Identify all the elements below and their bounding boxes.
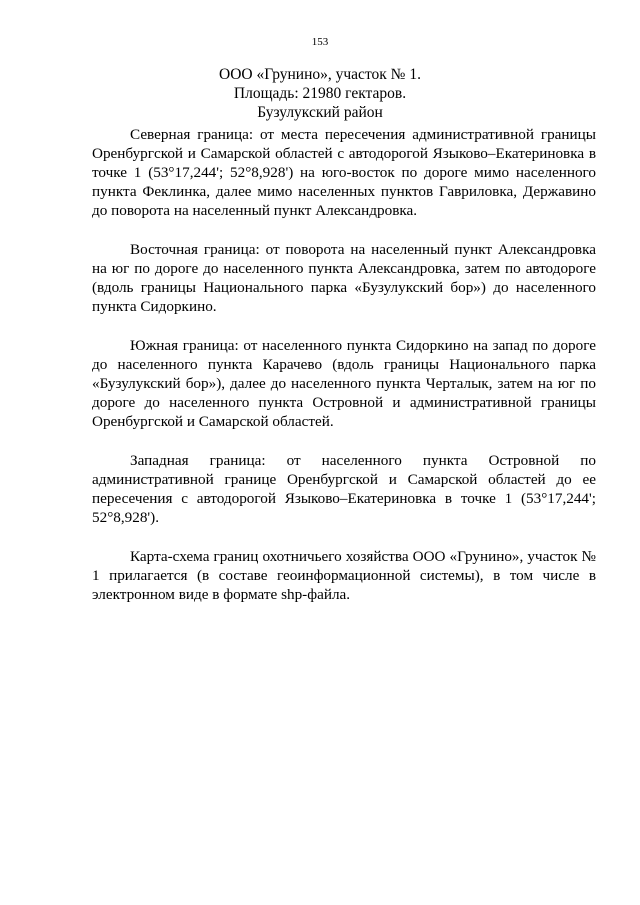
document-heading <box>0 65 640 122</box>
heading-area-line: Площадь: 21980 гектаров. <box>233 85 407 102</box>
heading-district-line: Бузулукский район <box>257 104 383 121</box>
paragraph-west-border: Западная граница: от населенного пункта Островной по административной границе Оренбургской и Самарской областей до ее пересечения с автодорогой Языково–Екатериновка в точке 1 (53°17,244'; 52°8,928'). <box>92 452 596 526</box>
heading-organization-line: ООО «Грунино», участок № 1. <box>219 66 421 83</box>
page-number: 153 <box>311 36 329 48</box>
paragraph-east-border: Восточная граница: от поворота на населенный пункт Александровка на юг по дороге до населенного пункта Александровка, затем по автодороге (вдоль границы Национального парка «Бузулукский бор») до населенного пункта Сидоркино. <box>92 241 596 315</box>
document-body <box>92 125 596 604</box>
paragraph-north-border: Северная граница: от места пересечения административной границы Оренбургской и Самарской областей с автодорогой Языково–Екатериновка в точке 1 (53°17,244'; 52°8,928') на юго-восток по дороге мимо населенного пункта Феклинка, далее мимо населенных пунктов Гавриловка, Державино до поворота на населенный пункт Александровка. <box>92 126 596 219</box>
paragraph-map-note: Карта-схема границ охотничьего хозяйства ООО «Грунино», участок № 1 прилагается (в составе геоинформационной системы), в том числе в электронном виде в формате shp-файла. <box>92 548 596 603</box>
paragraph-south-border: Южная граница: от населенного пункта Сидоркино на запад по дороге до населенного пункта Карачево (вдоль границы Национального парка «Бузулукский бор»), далее до населенного пункта Черталык, затем на юг по дороге до населенного пункта Островной и административной границы Оренбургской и Самарской областей. <box>92 337 596 430</box>
